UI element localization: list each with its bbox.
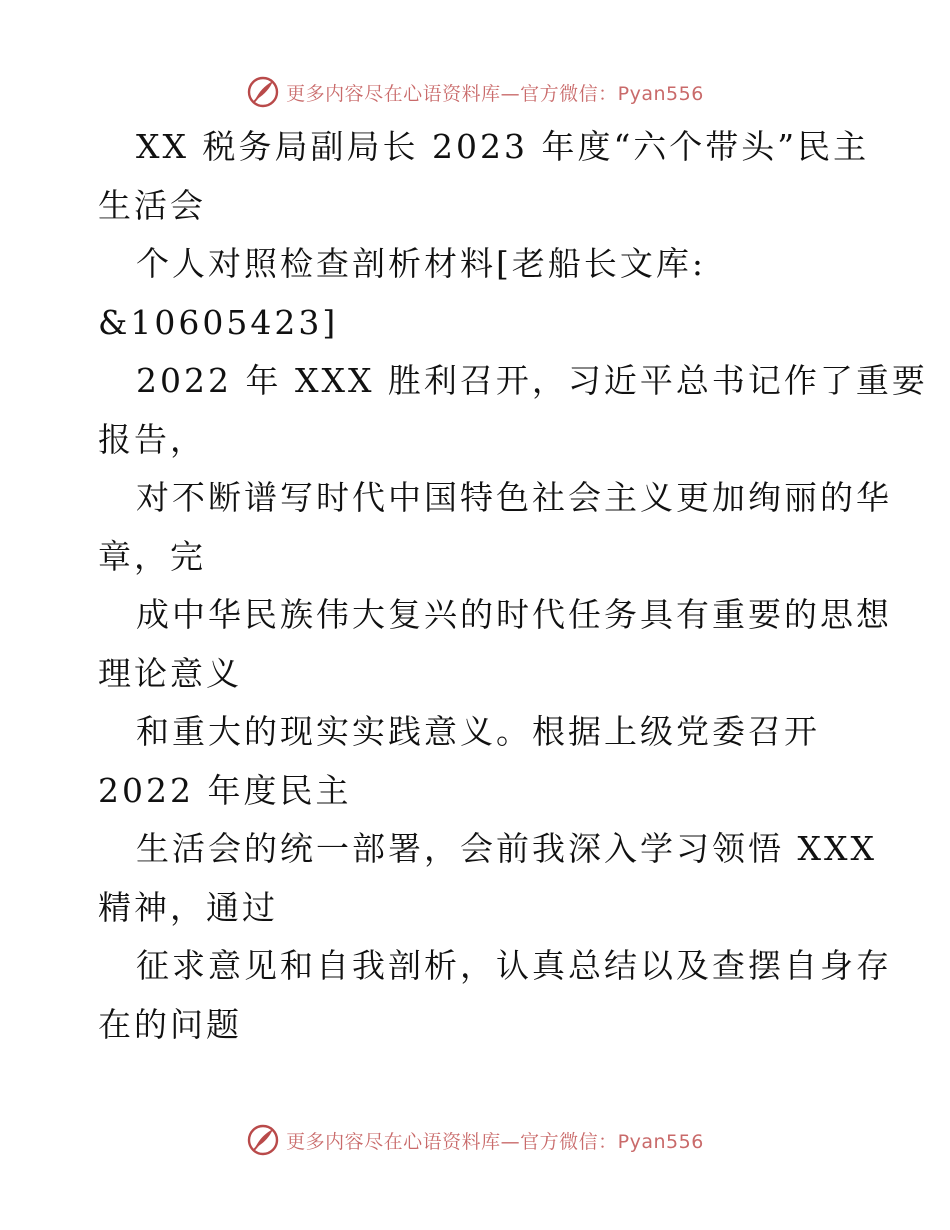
text-line: 报告， [98, 419, 206, 459]
document-body [98, 118, 928, 1054]
feather-pen-logo-icon [246, 75, 280, 109]
watermark-text: 更多内容尽在心语资料库—官方微信：Pyan556 [286, 1130, 704, 1153]
text-line: &10605423] [98, 302, 339, 342]
text-line: 成中华民族伟大复兴的时代任务具有重要的思想 [136, 595, 892, 634]
text-line: 2022 年 XXX 胜利召开，习近平总书记作了重要 [136, 361, 928, 400]
text-line: 章，完 [98, 536, 206, 576]
text-line: 和重大的现实实践意义。根据上级党委召开 [136, 712, 820, 751]
text-line: 精神，通过 [98, 887, 278, 927]
watermark-text: 更多内容尽在心语资料库—官方微信：Pyan556 [286, 82, 704, 105]
text-line: 理论意义 [98, 653, 242, 693]
text-line: XX 税务局副局长 2023 年度“六个带头”民主 [136, 127, 870, 166]
text-line: 征求意见和自我剖析，认真总结以及查摆自身存 [136, 946, 892, 985]
text-line: 个人对照检查剖析材料[老船长文库: [136, 244, 706, 283]
text-line: 生活会 [98, 185, 206, 225]
text-line: 2022 年度民主 [98, 770, 352, 810]
feather-pen-logo-icon [246, 1123, 280, 1157]
footer-watermark [0, 1120, 950, 1160]
header-watermark [0, 72, 950, 112]
text-line: 对不断谱写时代中国特色社会主义更加绚丽的华 [136, 478, 892, 517]
text-line: 生活会的统一部署，会前我深入学习领悟 XXX [136, 829, 877, 868]
text-line: 在的问题 [98, 1004, 242, 1044]
